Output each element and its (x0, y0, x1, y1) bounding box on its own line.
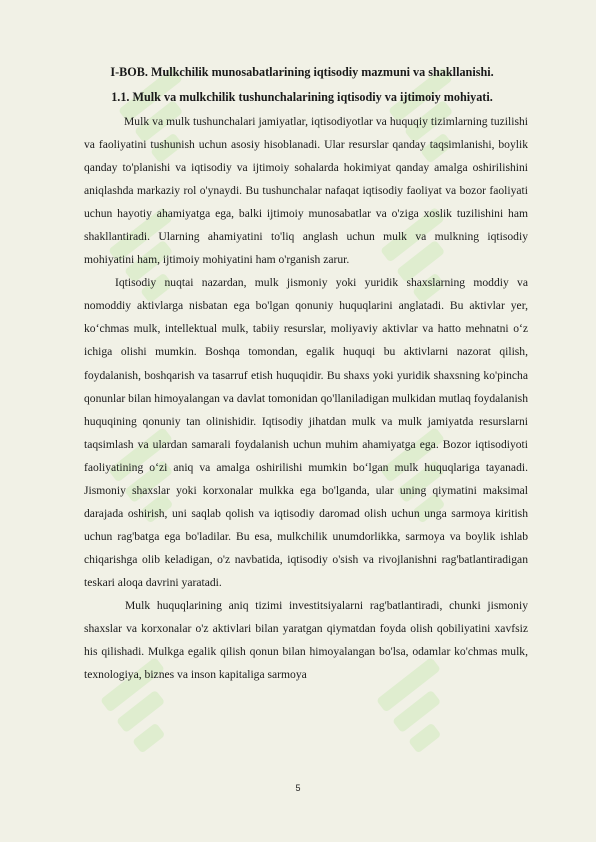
paragraph-2: Iqtisodiy nuqtai nazardan, mulk jismoniy yoki yuridik shaxslarning moddiy va nomoddiy aktivlarga nisbatan ega bo'lgan qonuniy huquqlarini anglatadi. Bu aktivlar yer, ko‘chmas mulk, intellektual mulk, tabiiy resurslar, moliyaviy aktivlar va hatto mehnatni o‘z ichiga olishi mumkin. Boshqa tomondan, egalik huquqi bu aktivlarni nazorat qilish, foydalanish, boshqarish va tasarruf etish huquqidir. Bu shaxs yoki yuridik shaxsning ko'pincha qonunlar bilan himoyalangan va davlat tomonidan qo'llaniladigan mulkidan mutlaq foydalanish huquqining qonuniy tan olinishidir. Iqtisodiy jihatdan mulk va mulk jamiyatda resurslarni taqsimlash va ulardan samarali foydalanish uchun muhim ahamiyatga ega. Bozor iqtisodiyoti faoliyatining o‘zi aniq va amalga oshirilishi mumkin bo‘lgan mulk huquqlariga tayanadi. Jismoniy shaxslar yoki korxonalar mulkka ega bo'lganda, ular uning qiymatini maksimal darajada oshirish, uni saqlab qolish va iqtisodiy daromad olish uchun unga sarmoya kiritish uchun rag'batga ega bo'ladilar. Bu esa, mulkchilik unumdorlikka, sarmoya va boylik ishlab chiqarishga olib keladigan, o'z navbatida, iqtisodiy o'sish va rivojlanishni rag'batlantiradigan teskari aloqa davrini yaratadi. (84, 276, 528, 589)
chapter-title: I-BOB. Mulkchilik munosabatlarining iqtisodiy mazmuni va shakllanishi. (110, 65, 494, 79)
page-number: 5 (295, 783, 301, 793)
page-content (84, 60, 528, 686)
section-title: 1.1. Mulk va mulkchilik tushunchalarining iqtisodiy va ijtimoiy mohiyati. (111, 90, 493, 104)
paragraph-1: Mulk va mulk tushunchalari jamiyatlar, iqtisodiyotlar va huquqiy tizimlarning tuzilishi va faoliyatini tushunish uchun asosiy hisoblanadi. Ular resurslar qanday taqsimlanishi, boylik qanday to'planishi va iqtisodiy va ijtimoiy sohalarda hokimiyat qanday amalga oshirilishini aniqlashda markaziy rol o'ynaydi. Bu tushunchalar nafaqat iqtisodiy faoliyat va bozor faoliyati uchun hayotiy ahamiyatga ega, balki ijtimoiy munosabatlar va o'ziga xoslik tuzilishini ham shakllantiradi. Ularning ahamiyatini to'liq anglash uchun mulk va mulkning iqtisodiy mohiyatini ham, ijtimoiy mohiyatini ham o'rganish zarur. (84, 115, 528, 267)
paragraph-3: Mulk huquqlarining aniq tizimi investitsiyalarni rag'batlantiradi, chunki jismoniy shaxslar va korxonalar o'z aktivlari bilan yaratgan qiymatdan foyda olish qobiliyatini xavfsiz his qilishadi. Mulkga egalik qilish qonun bilan himoyalangan bo'lsa, odamlar ko'chmas mulk, texnologiya, biznes va inson kapitaliga sarmoya (84, 598, 528, 682)
